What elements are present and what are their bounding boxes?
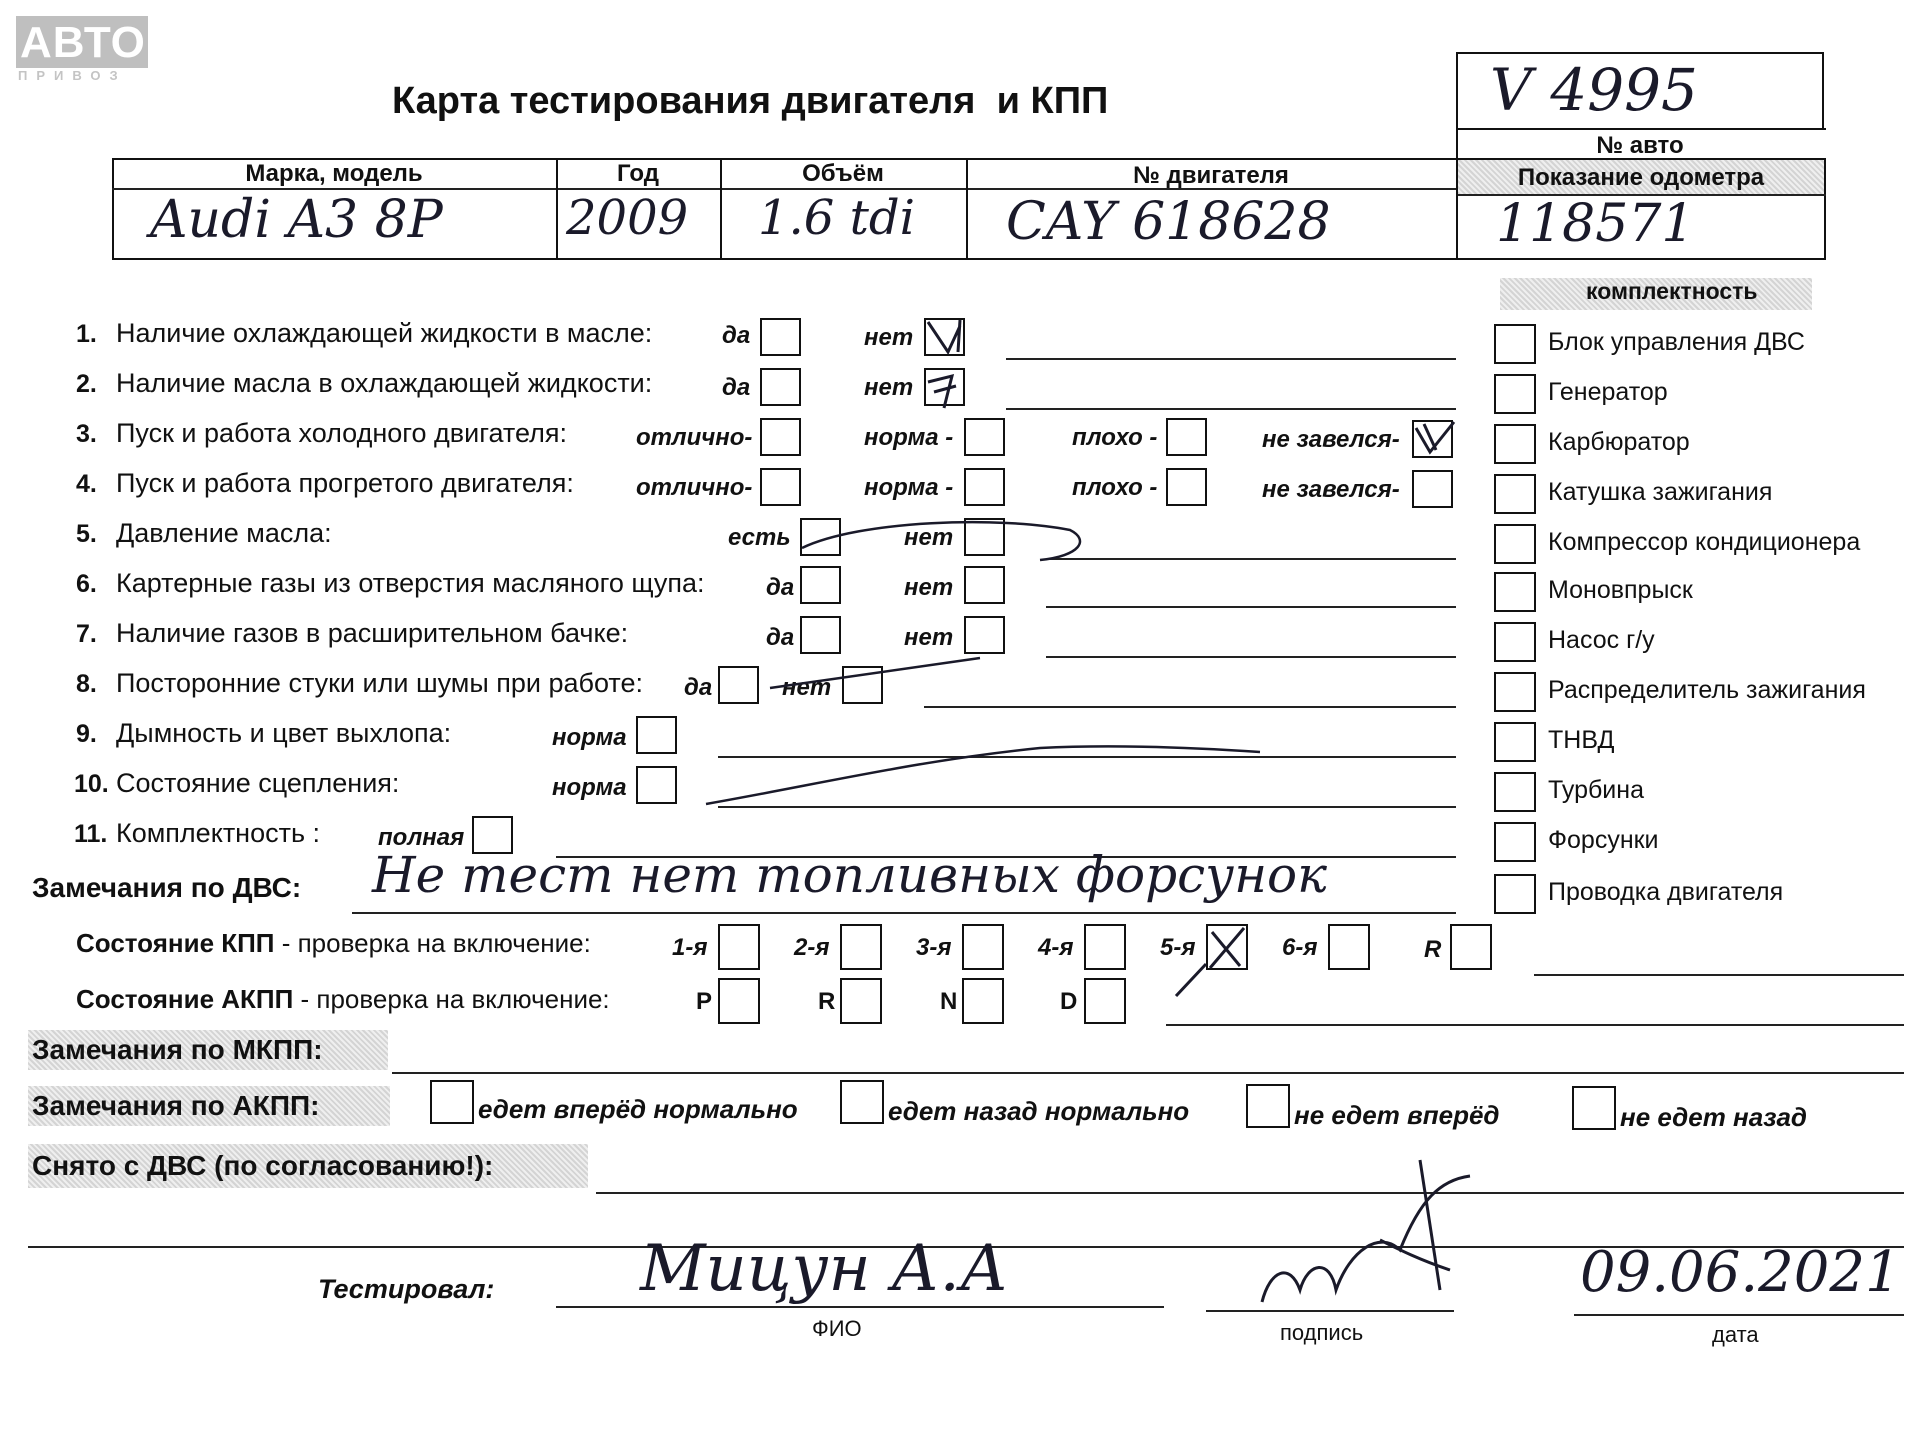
completeness-item-label: Форсунки: [1548, 826, 1659, 854]
option-label: норма -: [864, 424, 954, 451]
checklist-num: 10.: [74, 770, 109, 798]
gear-label: 4-я: [1038, 934, 1074, 961]
completeness-title: комплектность: [1586, 278, 1758, 304]
strike-curve-row5: [802, 522, 1080, 560]
option-label: норма: [552, 724, 627, 751]
gear-label: 6-я: [1282, 934, 1318, 961]
completeness-item-label: ТНВД: [1548, 726, 1615, 754]
auto-number-value: V 4995: [1490, 56, 1698, 124]
checklist-num: 8.: [76, 670, 97, 698]
checklist-label: Посторонние стуки или шумы при работе:: [116, 668, 643, 698]
checklist-label: Пуск и работа прогретого двигателя:: [116, 468, 574, 498]
akpp-option-label: не едет назад: [1620, 1102, 1808, 1132]
option-label: норма: [552, 774, 627, 801]
header-volume-label: Объём: [802, 160, 884, 187]
checklist-num: 4.: [76, 470, 97, 498]
gear-label: N: [940, 988, 958, 1015]
strike-rows9-10: [706, 746, 1260, 804]
header-make-value: Audi A3 8P: [150, 190, 443, 250]
completeness-item-label: Проводка двигателя: [1548, 878, 1784, 906]
signature-mark: [1262, 1160, 1470, 1302]
checklist-label: Дымность и цвет выхлопа:: [116, 718, 452, 748]
completeness-item-label: Генератор: [1548, 378, 1668, 406]
akpp-option-label: не едет вперёд: [1294, 1100, 1500, 1130]
gear-label: P: [696, 988, 713, 1015]
akpp-option-label: едет назад нормально: [888, 1096, 1190, 1126]
completeness-item-label: Блок управления ДВС: [1548, 328, 1805, 356]
manual-gearbox-label: Состояние КПП - проверка на включение:: [76, 928, 591, 958]
checklist-num: 5.: [76, 520, 97, 548]
logo-main: АВТО: [20, 18, 146, 67]
header-volume-value: 1.6 tdi: [758, 190, 915, 246]
option-label: нет: [904, 524, 954, 551]
option-label: нет: [864, 374, 914, 401]
date-caption: дата: [1712, 1322, 1759, 1347]
checklist-label: Пуск и работа холодного двигателя:: [116, 418, 567, 448]
checklist-num: 9.: [76, 720, 97, 748]
checklist-label: Наличие охлаждающей жидкости в масле:: [116, 318, 653, 348]
option-label: нет: [864, 324, 914, 351]
header-engine-no-value: CAY 618628: [1006, 192, 1331, 252]
checkmark-row3: [1416, 422, 1454, 452]
checklist-num: 7.: [76, 620, 97, 648]
option-label: да: [722, 322, 751, 349]
engine-remarks-label: Замечания по ДВС:: [32, 872, 302, 903]
option-label: да: [684, 674, 713, 701]
page-title: Карта тестирования двигателя и КПП: [392, 80, 1109, 122]
completeness-item-label: Катушка зажигания: [1548, 478, 1773, 506]
option-label: да: [766, 574, 795, 601]
header-engine-no-label: № двигателя: [1133, 162, 1289, 189]
engine-remarks-value[interactable]: Не тест нет топливных форсунок: [372, 846, 1327, 904]
option-label: отлично-: [636, 474, 753, 501]
option-label: не завелся-: [1262, 426, 1400, 453]
completeness-item-label: Компрессор кондиционера: [1548, 528, 1861, 556]
checklist-num: 11.: [74, 820, 108, 848]
header-year-value: 2009: [566, 190, 689, 246]
header-make-label: Марка, модель: [245, 160, 423, 187]
name-caption: ФИО: [812, 1316, 862, 1341]
checkmark-row2: [928, 376, 956, 408]
checklist-num: 6.: [76, 570, 97, 598]
option-label: норма -: [864, 474, 954, 501]
checklist-label: Состояние сцепления:: [116, 768, 400, 798]
gear-label: D: [1060, 988, 1078, 1015]
akpp-remarks-label: Замечания по АКПП:: [32, 1090, 320, 1121]
gear-label: R: [818, 988, 836, 1015]
completeness-item-label: Распределитель зажигания: [1548, 676, 1866, 704]
tested-label: Тестировал:: [318, 1274, 495, 1304]
option-label: полная: [378, 824, 465, 851]
tester-name-value[interactable]: Мицун А.А: [640, 1232, 1009, 1306]
option-label: нет: [904, 624, 954, 651]
checklist-label: Картерные газы из отверстия масляного щупа:: [116, 568, 705, 598]
header-odometer-label: Показание одометра: [1517, 164, 1765, 191]
option-label: да: [722, 374, 751, 401]
gear-label: 5-я: [1160, 934, 1196, 961]
gear-label: 2-я: [794, 934, 830, 961]
checklist-num: 1.: [76, 320, 97, 348]
akpp-option-label: едет вперёд нормально: [478, 1094, 798, 1124]
checklist-label: Наличие газов в расширительном бачке:: [116, 618, 629, 648]
checkmark-row1: [928, 320, 960, 352]
header-odometer-value: 118571: [1496, 194, 1695, 254]
mkpp-remarks-label: Замечания по МКПП:: [32, 1034, 323, 1065]
completeness-item-label: Турбина: [1548, 776, 1644, 804]
header-year-label: Год: [617, 160, 659, 187]
option-label: есть: [728, 524, 791, 551]
completeness-item-label: Моновпрыск: [1548, 576, 1693, 604]
checklist-num: 2.: [76, 370, 97, 398]
option-label: не завелся-: [1262, 476, 1400, 503]
option-label: плохо -: [1072, 424, 1158, 451]
option-label: нет: [904, 574, 954, 601]
gear-label: 3-я: [916, 934, 952, 961]
option-label: да: [766, 624, 795, 651]
checklist-num: 3.: [76, 420, 97, 448]
removed-label: Снято с ДВС (по согласованию!):: [32, 1150, 494, 1181]
checklist-label: Комплектность :: [116, 818, 321, 848]
gear-label: 1-я: [672, 934, 708, 961]
completeness-item-label: Карбюратор: [1548, 428, 1690, 456]
strike-row8: [770, 658, 980, 688]
logo-sub: ПРИВОЗ: [18, 68, 127, 83]
checkmark-gear5: [1176, 928, 1244, 996]
gear-label: R: [1424, 936, 1442, 963]
option-label: нет: [782, 674, 832, 701]
checklist-label: Давление масла:: [116, 518, 332, 548]
date-value[interactable]: 09.06.2021: [1580, 1240, 1901, 1305]
auto-gearbox-label: Состояние АКПП - проверка на включение:: [76, 984, 610, 1014]
option-label: плохо -: [1072, 474, 1158, 501]
option-label: отлично-: [636, 424, 753, 451]
checklist-label: Наличие масла в охлаждающей жидкости:: [116, 368, 653, 398]
completeness-item-label: Насос г/у: [1548, 626, 1655, 654]
auto-number-label: № авто: [1596, 132, 1684, 159]
signature-caption: подпись: [1280, 1320, 1364, 1345]
